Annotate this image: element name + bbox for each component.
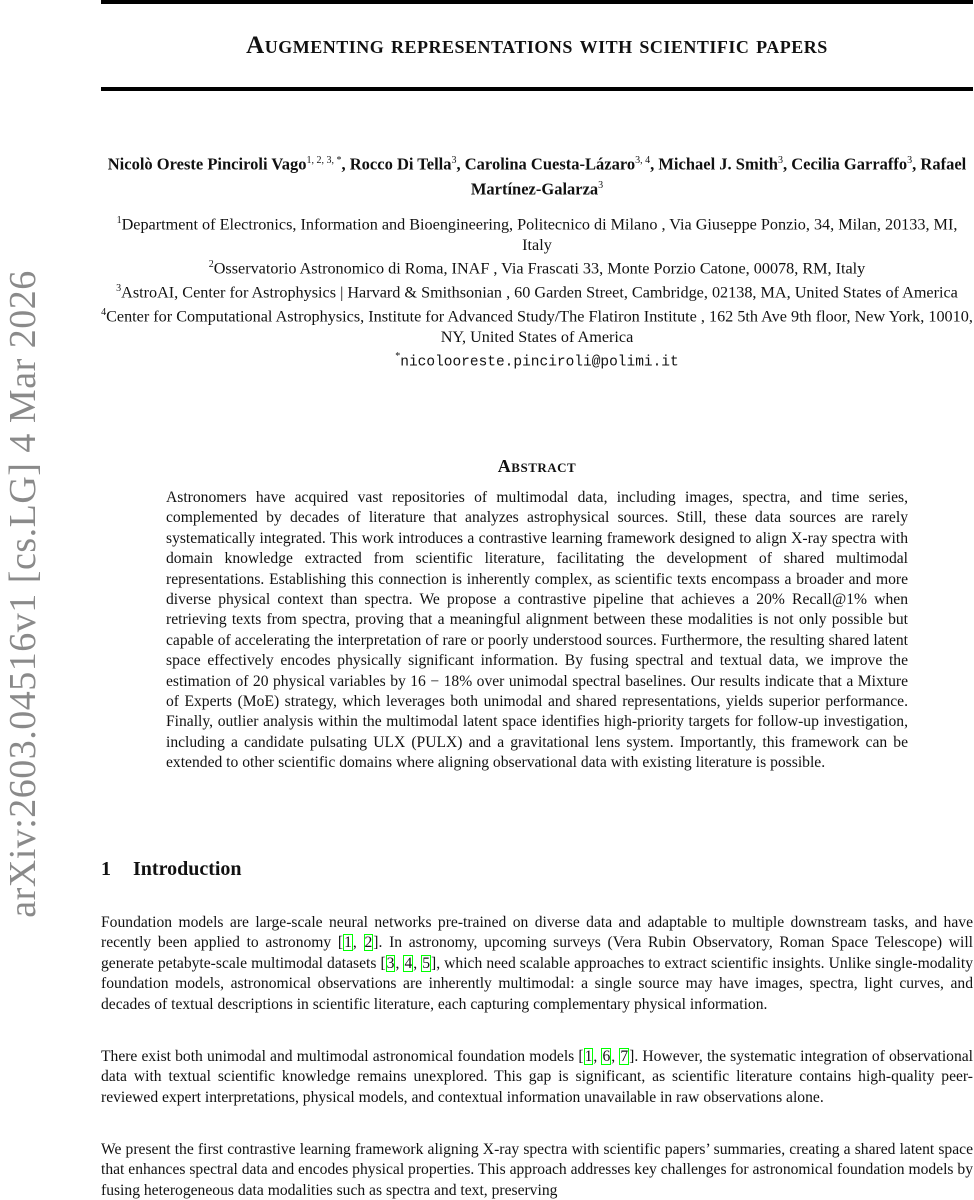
paragraph-text: We present the first contrastive learning framework aligning X-ray spectra with scientific papers’ summaries, creating a shared latent space that enhances spectral data and encodes physical properties. This approach addresses key challenges for astronomical foundation models by fusing heterogeneous data modalities such as spectra and text, preserving [101,1141,973,1199]
author-name: Carolina Cuesta-Lázaro [464,154,636,174]
paragraph-text: ]. However, the systematic integration of observational data with textual scientific knowledge remains unexplored. This gap is significant, as scientific literature contains high-quality peer-reviewed expert interpretations, physical models, and contextual information unavailable in raw observations alone. [101,1048,974,1106]
paper-title: Augmenting representations with scientific papers [246,32,828,59]
author-name: Cecilia Garraffo [791,154,908,174]
affiliation-text: Center for Computational Astrophysics, Institute for Advanced Study/The Flatiron Institute , 162 5th Ave 9th floor, New York, 10010, NY, United States of America [106,307,973,346]
affiliation-list [101,211,973,373]
citation-separator: , [611,1048,620,1065]
author-affil-mark: 3 [451,155,457,166]
email-mark: * [395,351,401,362]
affiliation-mark: 1 [116,215,122,226]
author-list: Nicolò Oreste Pinciroli Vago$^{1, 2, 3, *}$, Rocco Di Tella$^3$, Carolina Cuesta-Lázaro$^{3, 4}$, Michael J. Smith$^3$, Cecilia Garraffo$^3$, Rafael Martínez-Galarza$^3$ [107,154,967,198]
author-name: Michael J. Smith [658,154,778,174]
title-rule-top [101,0,973,4]
affiliation-item [101,303,973,347]
corresponding-email[interactable] [101,347,973,373]
author-name: Rocco Di Tella [349,154,452,174]
abstract-heading: Abstract [497,456,577,476]
author-affil-mark: 1, 2, 3, * [306,155,342,166]
citation-separator: , [352,934,364,952]
section-heading-introduction [101,858,973,881]
abstract-text: Astronomers have acquired vast repositories of multimodal data, including images, spectra, and time series, complemented by decades of literature that analyzes astrophysical sources. Still, these data sources are rarely systematically integrated. This work introduces a contrastive learning framework designed to align X-ray spectra with domain knowledge extracted from scientific literature, facilitating the development of shared multimodal representations. Establishing this connection is inherently complex, as scientific texts encompass a broader and more diverse physical context than spectra. We propose a contrastive pipeline that achieves a 20% Recall@1% when retrieving texts from spectra, proving that a meaningful alignment between these modalities is not only possible but capable of accelerating the interpretation of rare or poorly understood sources. Furthermore, the resulting shared latent space effectively encodes physically significant information. By fusing spectral and textual data, we improve the estimation of 20 physical variables by 16 − 18% over unimodal spectral baselines. Our results indicate that a Mixture of Experts (MoE) strategy, which leverages both unimodal and shared representations, yields superior performance. Finally, outlier analysis within the multimodal latent space identifies high-priority targets for follow-up investigation, including a candidate pulsating ULX (PULX) and a gravitational lens system. Importantly, this framework can be extended to other scientific domains where aligning observational data with existing literature is possible. [166,489,908,772]
email-link[interactable]: nicolooreste.pinciroli@polimi.it [400,354,679,371]
citation-link[interactable]: 7 [620,1048,629,1065]
arxiv-identifier: arXiv:2603.04516v1 [cs.LG] 4 Mar 2026 [2,270,44,918]
intro-paragraph-2 [101,1047,973,1108]
citation-separator: , [395,954,404,972]
citation-separator: , [413,954,422,972]
affiliation-text: Osservatorio Astronomico di Roma, INAF , Via Frascati 33, Monte Porzio Catone, 00078, RM, Italy [213,259,866,278]
citation-separator: , [593,1048,602,1065]
affiliation-text: Department of Electronics, Information and Bioengineering, Politecnico di Milano , Via Giuseppe Ponzio, 34, Milan, 20133, MI, Italy [121,215,958,254]
affiliation-item [101,211,973,255]
citation-link[interactable]: 1 [584,1048,593,1065]
citation-link[interactable]: 1 [344,934,352,952]
title-rule-bottom [101,87,973,91]
citation-link[interactable]: 4 [404,954,413,972]
citation-link[interactable]: 6 [602,1048,611,1065]
intro-paragraph-3 [101,1140,973,1200]
paragraph-text: There exist both unimodal and multimodal astronomical foundation models [ [101,1048,584,1065]
author-affil-mark: 3, 4 [635,155,651,166]
author-name: Nicolò Oreste Pinciroli Vago [107,154,307,174]
affiliation-mark: 2 [208,259,214,271]
section-number: 1 [101,858,111,880]
paragraph-text: ], which need scalable approaches to extract scientific insights. Unlike single-modality foundation models, astronomical observations are inherently multimodal: a single source may have images, spectra, light curves, and decades of textual descriptions in scientific literature, each capturing complementary physical information. [101,954,974,1013]
paragraph-text: ]. In astronomy, upcoming surveys (Vera Rubin Observatory, Roman Space Telescope) will generate petabyte-scale multimodal datasets [ [101,934,974,972]
intro-paragraph-1 [101,913,973,1015]
citation-link[interactable]: 3 [386,954,395,972]
paragraph-text: Foundation models are large-scale neural networks pre-trained on diverse data and adaptable to multiple downstream tasks, and have recently been applied to astronomy [ [101,914,973,952]
citation-link[interactable]: 5 [422,954,430,972]
affiliation-item [101,255,973,279]
citation-link[interactable]: 2 [364,934,373,952]
author-affil-mark: 3 [907,155,913,166]
author-affil-mark: 3 [598,179,604,191]
affiliation-text: AstroAI, Center for Astrophysics | Harvard & Smithsonian , 60 Garden Street, Cambridge, 02138, MA, United States of America [121,283,958,302]
affiliation-item [101,279,973,303]
section-title: Introduction [133,858,242,880]
author-name: Rafael Martínez-Galarza [470,154,967,198]
affiliation-mark: 3 [116,283,122,294]
author-affil-mark: 3 [777,155,783,166]
affiliation-mark: 4 [101,306,107,318]
